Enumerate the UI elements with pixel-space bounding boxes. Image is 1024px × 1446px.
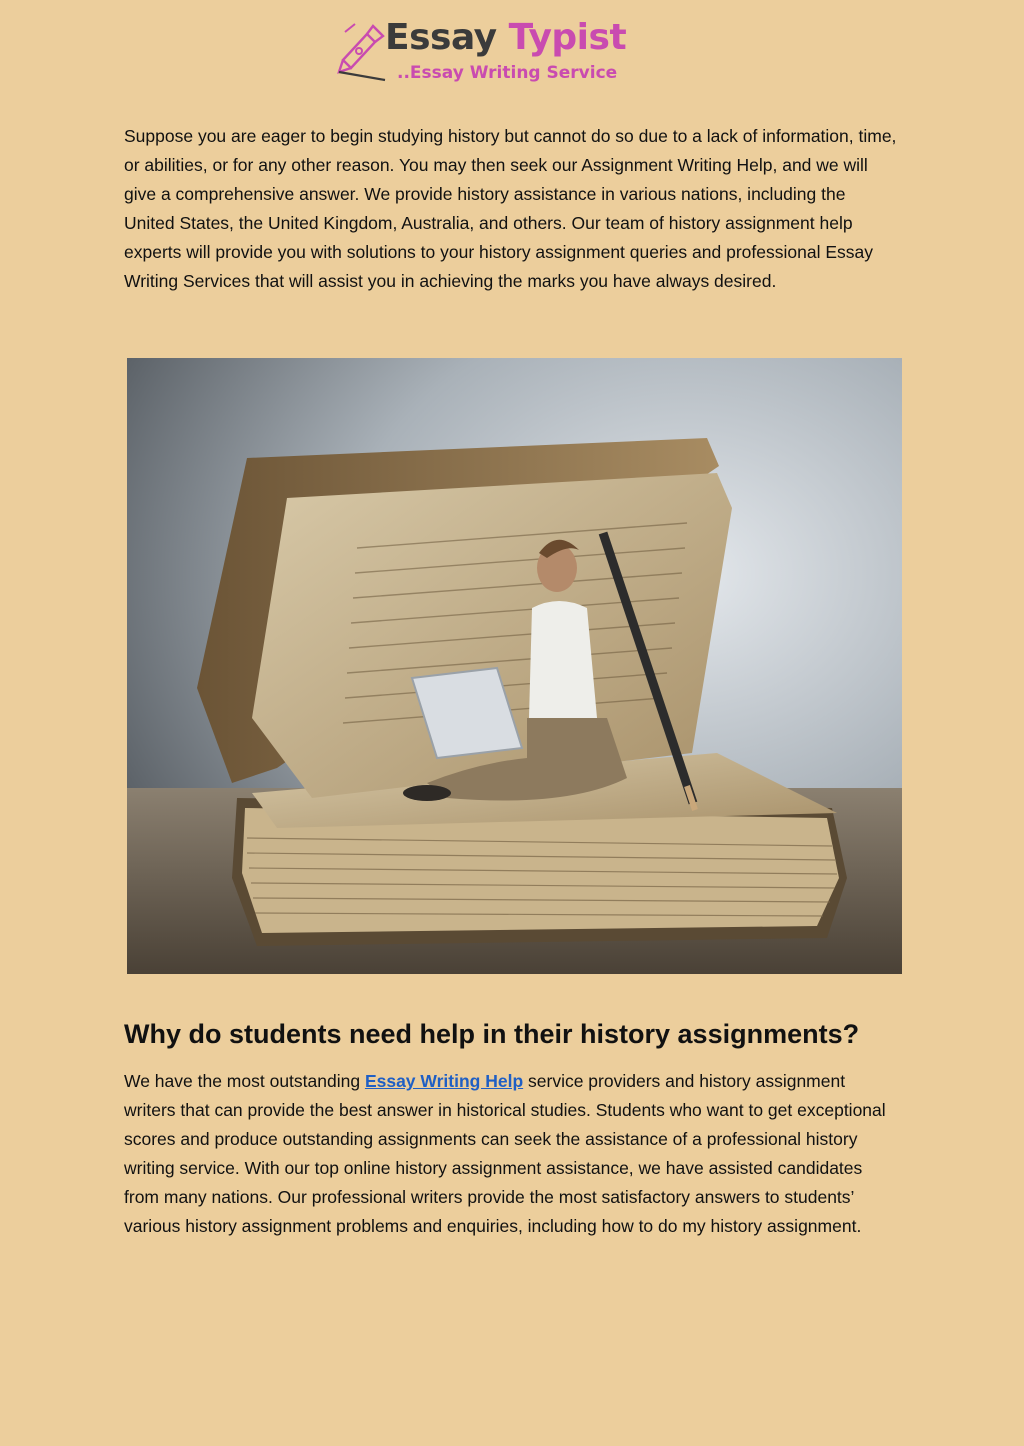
section-text-before: We have the most outstanding [124,1071,365,1091]
intro-paragraph: Suppose you are eager to begin studying history but cannot do so due to a lack of information, time, or abilities, or for any other reason. You may then seek our Assignment Writing Help, and we will give a comprehensive answer. We provide history assistance in various nations, including the United States, the United Kingdom, Australia, and others. Our team of history assignment help experts will provide you with solutions to your history assignment queries and professional Essay Writing Services that will assist you in achieving the marks you have always desired. [124,126,897,291]
section-heading: Why do students need help in their history assignments? [124,1019,860,1049]
essay-writing-help-link[interactable]: Essay Writing Help [364,1071,524,1091]
brand-tagline: ..Essay Writing Service [397,63,618,83]
pen-nib-icon [337,20,389,82]
brand-word-typist: Typist [508,17,627,58]
brand-word-essay: Essay [385,17,497,58]
section-paragraph [124,1067,899,1241]
brand-logo [337,14,627,90]
brand-name [385,16,626,60]
hero-image-book-reader [127,358,902,974]
section-text-after: service providers and history assignment writers that can provide the best answer in historical studies. Students who want to get exceptional scores and produce outstanding assignments can seek the assistance of a professional history writing service. With our top online history assignment assistance, we have assisted candidates from many nations. Our professional writers provide the most satisfactory answers to students’ various history assignment problems and enquiries, including how to do my history assignment. [124,1071,886,1236]
